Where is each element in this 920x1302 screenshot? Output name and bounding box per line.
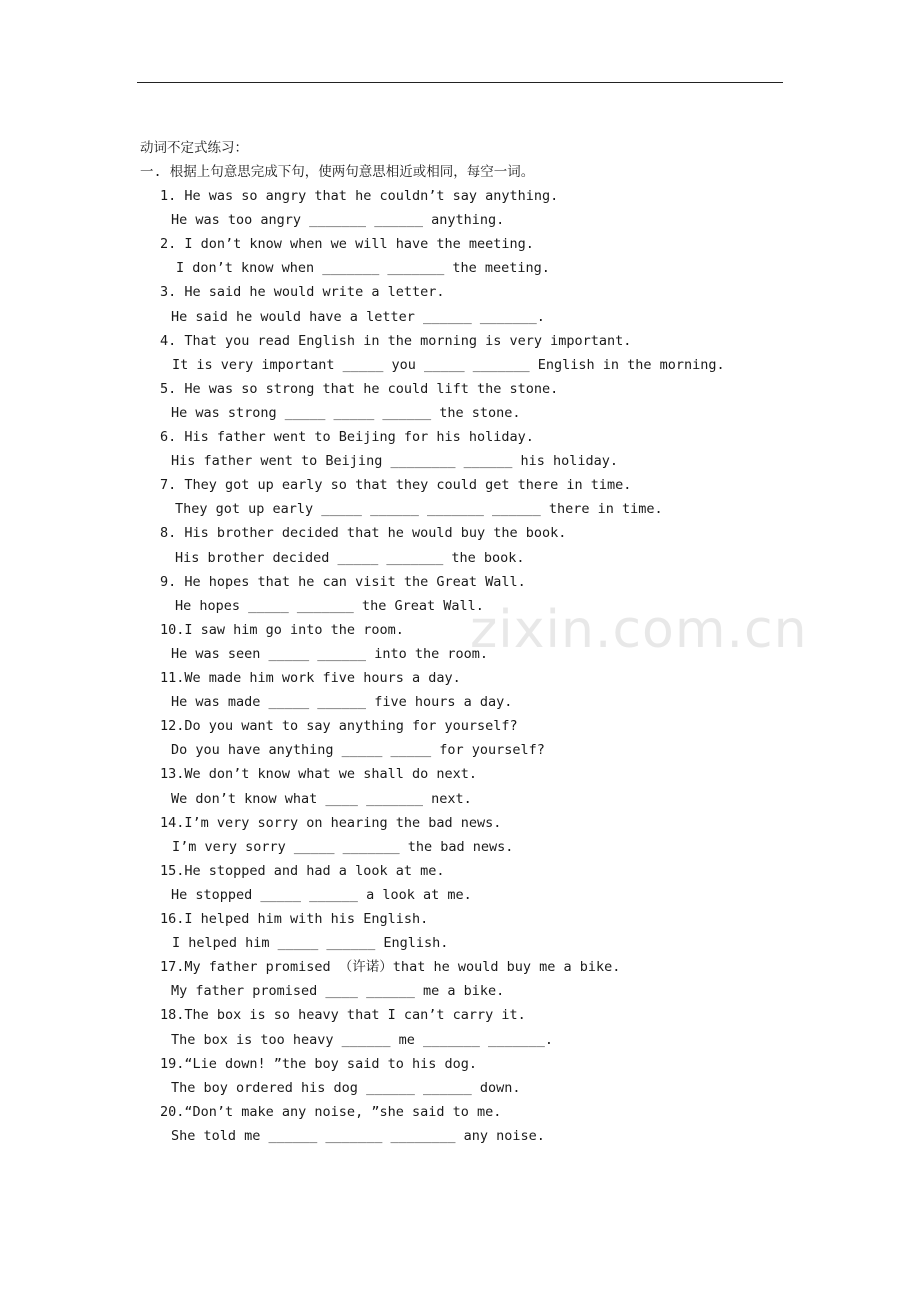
answer-sentence: The boy ordered his dog ______ ______ down. [171, 1079, 521, 1096]
question-sentence: 16.I helped him with his English. [160, 911, 429, 927]
answer-sentence: His father went to Beijing ________ ______ his holiday. [171, 453, 619, 470]
answer-sentence: My father promised ____ ______ me a bike. [171, 983, 505, 1000]
question-sentence: 10.I saw him go into the room. [160, 621, 404, 638]
question-sentence: 2. I don’t know when we will have the meeting. [160, 236, 534, 253]
answer-sentence: He was strong _____ _____ ______ the stone. [171, 404, 521, 421]
question-sentence: 6. His father went to Beijing for his holiday. [160, 429, 534, 445]
answer-sentence: He said he would have a letter ______ _______. [171, 308, 545, 325]
question-sentence: 15.He stopped and had a look at me. [160, 862, 445, 879]
question-sentence: 5. He was so strong that he could lift the stone. [160, 380, 559, 397]
answer-sentence: We don’t know what ____ _______ next. [171, 790, 472, 807]
answer-sentence: He was made _____ ______ five hours a day. [171, 694, 513, 711]
page-title: 动词不定式练习： [140, 140, 248, 156]
question-sentence: 14.I’m very sorry on hearing the bad news. [160, 814, 502, 831]
instruction: 一. 根据上句意思完成下句，使两句意思相近或相同，每空一词。 [140, 164, 535, 180]
question-sentence: 1. He was so angry that he couldn’t say anything. [160, 188, 559, 204]
answer-sentence: He was seen _____ ______ into the room. [171, 645, 488, 662]
answer-sentence: He hopes _____ _______ the Great Wall. [175, 597, 484, 614]
answer-sentence: Do you have anything _____ _____ for yourself? [171, 742, 545, 759]
question-sentence: 8. His brother decided that he would buy the book. [160, 525, 567, 542]
question-sentence: 20.“Don’t make any noise, ”she said to me. [160, 1103, 502, 1120]
answer-sentence: His brother decided _____ _______ the book. [175, 549, 525, 566]
question-sentence: 17.My father promised （许诺）that he would buy me a bike. [160, 959, 621, 976]
question-sentence: 18.The box is so heavy that I can’t carry it. [160, 1007, 526, 1024]
question-sentence: 11.We made him work five hours a day. [160, 670, 461, 686]
answer-sentence: She told me ______ _______ ________ any noise. [171, 1127, 545, 1144]
answer-sentence: They got up early _____ ______ _______ ______ there in time. [175, 501, 663, 518]
question-sentence: 7. They got up early so that they could get there in time. [160, 477, 632, 494]
answer-sentence: It is very important _____ you _____ _______ English in the morning. [172, 356, 725, 373]
answer-sentence: The box is too heavy ______ me _______ _______. [171, 1031, 554, 1048]
answer-sentence: He stopped _____ ______ a look at me. [171, 886, 472, 903]
question-sentence: 13.We don’t know what we shall do next. [160, 766, 477, 783]
question-sentence: 12.Do you want to say anything for yourself? [160, 718, 518, 735]
answer-sentence: I’m very sorry _____ _______ the bad news. [172, 838, 514, 855]
question-sentence: 19.“Lie down! ”the boy said to his dog. [160, 1055, 477, 1072]
question-sentence: 9. He hopes that he can visit the Great Wall. [160, 573, 526, 590]
question-sentence: 4. That you read English in the morning is very important. [160, 332, 632, 349]
watermark: zixin.com.cn [470, 600, 808, 660]
answer-sentence: I helped him _____ ______ English. [172, 935, 449, 952]
answer-sentence: He was too angry _______ ______ anything. [171, 212, 505, 229]
question-sentence: 3. He said he would write a letter. [160, 284, 445, 301]
header-rule [137, 82, 783, 83]
answer-sentence: I don’t know when _______ _______ the meeting. [176, 260, 550, 277]
